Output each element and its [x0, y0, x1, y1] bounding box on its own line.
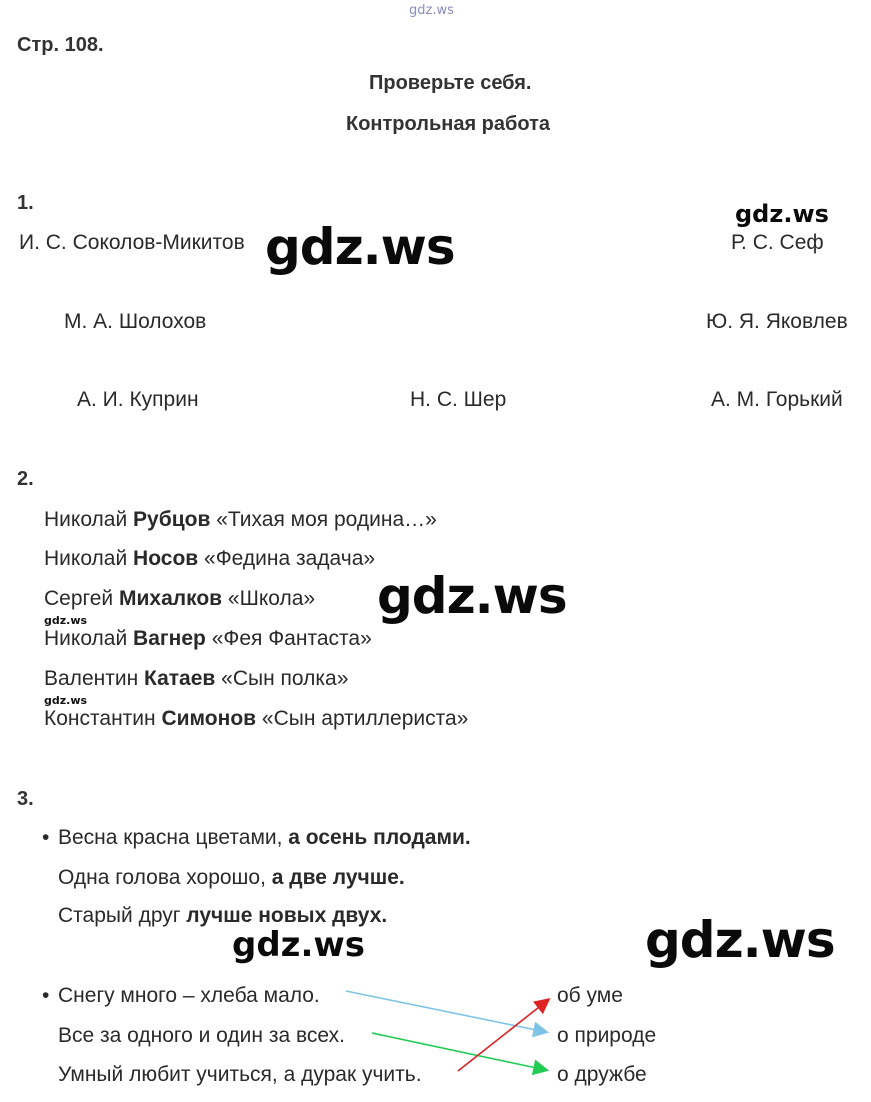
watermark: gdz.ws	[44, 614, 88, 627]
watermark: gdz.ws	[377, 567, 567, 625]
page-number: Стр. 108.	[17, 34, 104, 56]
proverb-snow: Снегу много – хлеба мало.	[58, 984, 320, 1007]
list-item: Сергей Михалков «Школа»	[44, 587, 316, 610]
proverb-line: Одна голова хорошо, а две лучше.	[58, 866, 405, 889]
list-item: Константин Симонов «Сын артиллериста»	[44, 707, 469, 730]
list-item: Николай Рубцов «Тихая моя родина…»	[44, 508, 437, 531]
arrow-all-to-friendship	[372, 1033, 546, 1070]
author-sef: Р. С. Сеф	[731, 231, 824, 254]
proverb-line: Весна красна цветами, а осень плодами.	[58, 826, 471, 849]
task-2-number: 2.	[17, 468, 34, 490]
proverb-line: Старый друг лучше новых двух.	[58, 904, 388, 927]
author-sholokhov: М. А. Шолохов	[64, 310, 207, 333]
list-item: Николай Вагнер «Фея Фантаста»	[44, 627, 372, 650]
author-kuprin: А. И. Куприн	[77, 388, 199, 411]
author-gorky: А. М. Горький	[711, 388, 843, 411]
bullet: •	[42, 826, 50, 849]
topic-mind: об уме	[557, 984, 623, 1007]
task-3-number: 3.	[17, 788, 34, 810]
watermark-top: gdz.ws	[409, 3, 454, 18]
author-yakovlev: Ю. Я. Яковлев	[706, 310, 848, 333]
watermark: gdz.ws	[44, 694, 88, 707]
watermark: gdz.ws	[735, 200, 829, 228]
watermark: gdz.ws	[265, 218, 455, 276]
author-sher: Н. С. Шер	[410, 388, 507, 411]
topic-nature: о природе	[557, 1024, 657, 1047]
bullet: •	[42, 984, 50, 1007]
proverb-all-for-one: Все за одного и один за всех.	[58, 1024, 345, 1047]
proverb-clever: Умный любит учиться, а дурак учить.	[58, 1063, 422, 1086]
title-test: Контрольная работа	[346, 113, 550, 135]
author-sokolov-mikitov: И. С. Соколов-Микитов	[19, 231, 245, 254]
task-1-number: 1.	[17, 192, 34, 214]
title-check-yourself: Проверьте себя.	[369, 72, 532, 94]
list-item: Николай Носов «Федина задача»	[44, 547, 376, 570]
topic-friendship: о дружбе	[557, 1063, 647, 1086]
watermark: gdz.ws	[645, 911, 835, 969]
list-item: Валентин Катаев «Сын полка»	[44, 667, 349, 690]
watermark: gdz.ws	[232, 925, 366, 965]
